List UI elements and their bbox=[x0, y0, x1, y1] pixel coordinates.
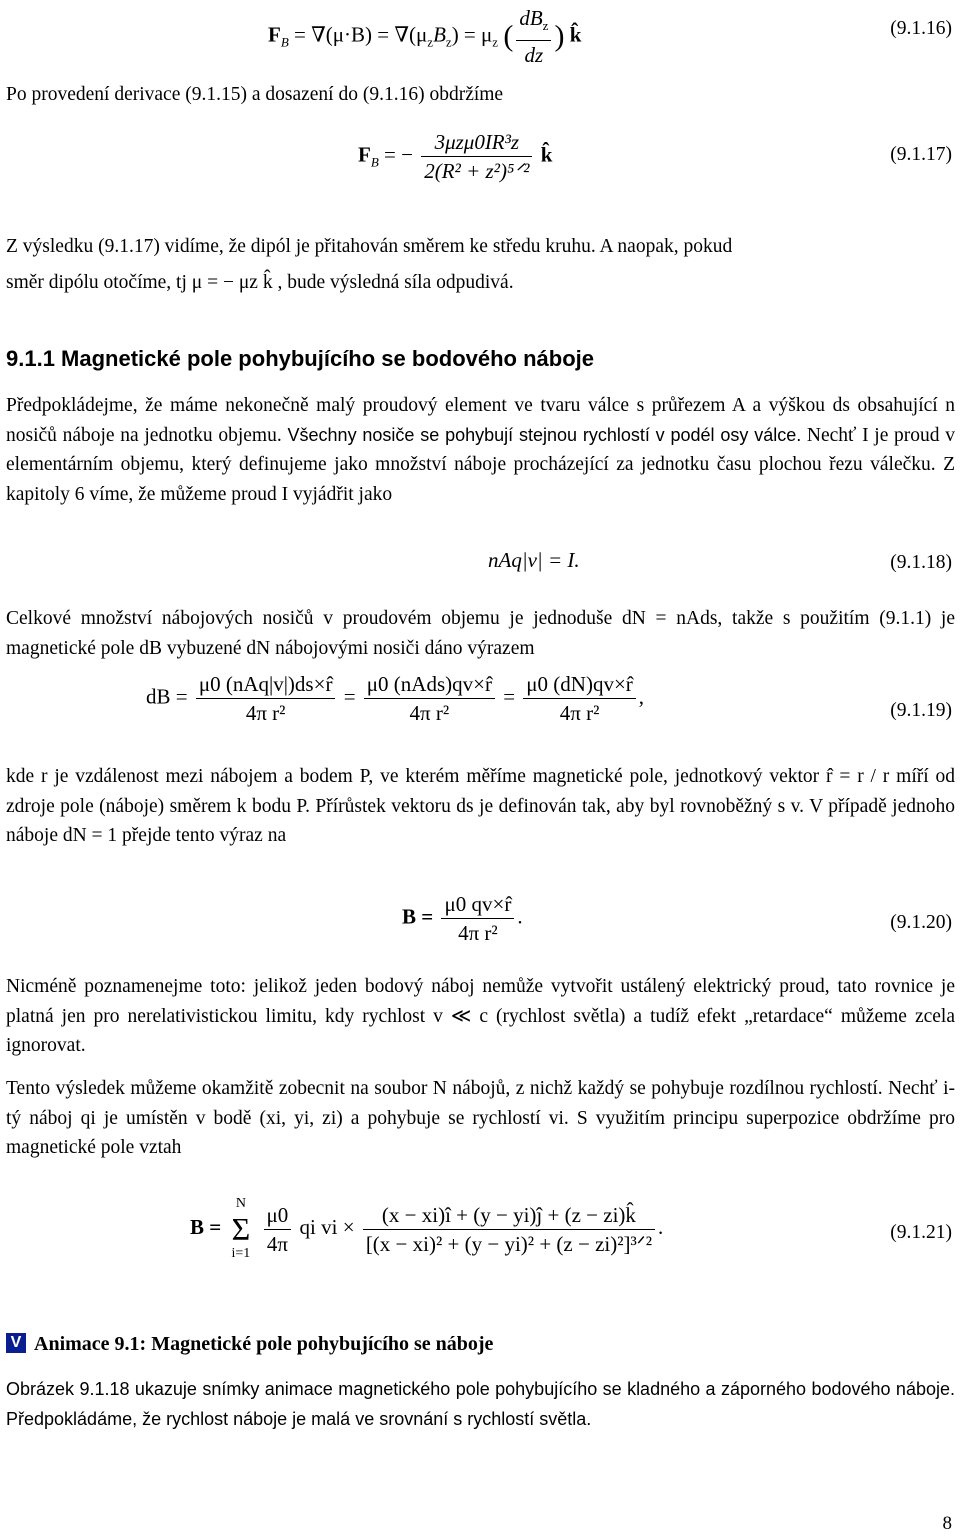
paragraph-part: Všechny nosiče se pohybují stejnou rychlostí v podél osy válce. bbox=[281, 424, 802, 445]
paragraph-part: Předpokládejme, že máme nekonečně malý proudový element ve tvaru válce s průřezem A a výškou ds obsahující n nosičů náboje na jednotku objemu. bbox=[6, 395, 955, 446]
eq-fraction bbox=[364, 670, 495, 727]
eq-frac-num: 3μzμ0IR³z bbox=[434, 130, 520, 154]
eq-frac-num: μ0 (nAds)qv×r̂ bbox=[364, 670, 495, 699]
eq-frac-num: μ0 bbox=[264, 1201, 292, 1230]
paragraph bbox=[6, 391, 955, 509]
equation-number: (9.1.17) bbox=[890, 144, 952, 165]
animation-title: Animace 9.1: Magnetické pole pohybujícího se náboje bbox=[34, 1333, 494, 1355]
eq-text: , bbox=[638, 684, 645, 709]
equation-number: (9.1.20) bbox=[890, 912, 952, 933]
eq-text: qi vi × bbox=[299, 1214, 355, 1239]
eq-sub: z bbox=[445, 34, 452, 50]
equation-9-1-17 bbox=[358, 128, 552, 185]
eq-frac-den: 2(R² + z²)⁵ᐟ² bbox=[424, 159, 530, 183]
paragraph: Obrázek 9.1.18 ukazuje snímky animace magnetického pole pohybujícího se kladného a záporného bodového náboje. Předpokládáme, že rychlost náboje je malá ve srovnání s rychlostí světla. bbox=[6, 1379, 955, 1429]
eq-text: = bbox=[503, 684, 516, 709]
eq-frac-den: 4π r² bbox=[245, 701, 286, 725]
eq-sub: z bbox=[542, 18, 549, 34]
paragraph: Tento výsledek můžeme okamžitě zobecnit na soubor N nábojů, z nichž každý se pohybuje rozdílnou rychlostí. Nechť i-tý náboj qi je umístěn v bodě (xi, yi, zi) a pohybuje se rychlostí vi. S využitím principu superpozice obdržíme pro magnetické pole vztah bbox=[6, 1078, 955, 1159]
equation-number: (9.1.16) bbox=[890, 18, 952, 39]
eq-frac-den: 4π r² bbox=[458, 921, 498, 945]
eq-frac-den: dz bbox=[524, 43, 544, 68]
animation-badge-icon: V bbox=[6, 1333, 26, 1353]
eq-frac-den: 4π r² bbox=[409, 701, 450, 725]
eq-sub: B bbox=[370, 154, 379, 170]
eq-text: = bbox=[343, 684, 356, 709]
eq-frac-num: μ0 (dN)qv×r̂ bbox=[523, 670, 636, 699]
eq-fraction bbox=[516, 4, 551, 69]
page-number: 8 bbox=[942, 1513, 952, 1534]
eq-frac-den: [(x − xi)² + (y − yi)² + (z − zi)²]³ᐟ² bbox=[365, 1231, 652, 1256]
eq-symbol: B bbox=[433, 22, 446, 47]
eq-symbol: F bbox=[358, 142, 371, 167]
eq-text: ) = μ bbox=[451, 22, 493, 47]
eq-text: = ∇(μ·B) = ∇(μ bbox=[294, 22, 428, 47]
paragraph-line: Z výsledku (9.1.17) vidíme, že dipól je přitahován směrem ke středu kruhu. A naopak, pokud bbox=[6, 236, 733, 257]
eq-symbol: B bbox=[280, 34, 289, 50]
eq-frac-den: 4π bbox=[266, 1231, 288, 1256]
eq-symbol: F bbox=[268, 22, 281, 47]
eq-text: nAq|v| = I. bbox=[488, 548, 580, 572]
eq-fraction bbox=[196, 670, 336, 727]
equation-9-1-20 bbox=[402, 890, 523, 947]
equation-number: (9.1.19) bbox=[890, 700, 952, 721]
paragraph-part: Nechť I je proud v elementárním objemu, který definujeme jako množství náboje procházející za jednotku času plochou řezu válečku. Z kapitoly 6 víme, že můžeme proud I vyjádřit jako bbox=[6, 424, 955, 505]
paragraph: kde r je vzdálenost mezi nábojem a bodem P, ve kterém měříme magnetické pole, jednotkový vektor r̂ = r / r míří od zdroje pole (náboje) směrem k bodu P. Přírůstek vektoru ds je definován tak, aby byl rovnoběžný s v. V případě jednoho náboje dN = 1 přejde tento výraz na bbox=[6, 766, 955, 847]
equation-9-1-19 bbox=[146, 670, 644, 727]
eq-text: . bbox=[658, 1214, 664, 1239]
eq-fraction bbox=[421, 128, 532, 185]
eq-text: B = bbox=[402, 904, 434, 929]
eq-text: B = bbox=[190, 1214, 222, 1239]
eq-frac-num: dB bbox=[519, 6, 543, 30]
equation-number: (9.1.21) bbox=[890, 1222, 952, 1243]
paragraph: Po provedení derivace (9.1.15) a dosazení do (9.1.16) obdržíme bbox=[6, 84, 504, 105]
eq-frac-num: μ0 (nAq|v|)ds×r̂ bbox=[196, 670, 336, 699]
eq-text: dB = bbox=[146, 684, 188, 709]
equation-number: (9.1.18) bbox=[890, 552, 952, 573]
eq-sum bbox=[228, 1196, 253, 1262]
paragraph: Celkové množství nábojových nosičů v proudovém objemu je jednoduše dN = nAds, takže s použitím (9.1.1) je magnetické pole dB vybuzené dN nábojovými nosiči dáno výrazem bbox=[6, 608, 955, 659]
eq-frac-num: (x − xi)î + (y − yi)ĵ + (z − zi)k̂ bbox=[363, 1201, 655, 1230]
eq-text: = − bbox=[384, 142, 413, 167]
eq-frac-num: μ0 qv×r̂ bbox=[441, 890, 514, 919]
eq-symbol: k̂ bbox=[540, 142, 553, 167]
eq-sum-bottom: i=1 bbox=[231, 1246, 251, 1261]
eq-fraction bbox=[523, 670, 636, 727]
equation-9-1-18 bbox=[488, 548, 580, 573]
section-heading: 9.1.1 Magnetické pole pohybujícího se bodového náboje bbox=[6, 346, 594, 371]
equation-9-1-16: $F_B = \nabla(\mu\cdot B) = \nabla(\mu_zB_z) = \mu_z$ ( $\frac{dB_z}{dz}$ ) k̂ bbox=[268, 6, 582, 68]
eq-symbol: k̂ bbox=[569, 22, 582, 47]
eq-fraction bbox=[363, 1201, 655, 1258]
eq-frac-den: 4π r² bbox=[559, 701, 600, 725]
paragraph-line: směr dipólu otočíme, tj μ = − μz k̂ , bude výsledná síla odpudivá. bbox=[6, 272, 514, 293]
equation-9-1-21 bbox=[190, 1196, 663, 1262]
paragraph: Nicméně poznamenejme toto: jelikož jeden bodový náboj nemůže vytvořit ustálený elektrický proud, tato rovnice je platná jen pro nerelativistickou limitu, kdy rychlost v ≪ c (rychlost světla) a tudíž efekt „retardace“ můžeme zcela ignorovat. bbox=[6, 976, 955, 1057]
eq-sum-top: N bbox=[235, 1196, 246, 1211]
eq-sum-symbol: Σ bbox=[231, 1211, 251, 1247]
eq-text: . bbox=[517, 904, 523, 929]
eq-fraction bbox=[441, 890, 514, 947]
eq-fraction bbox=[264, 1201, 292, 1258]
